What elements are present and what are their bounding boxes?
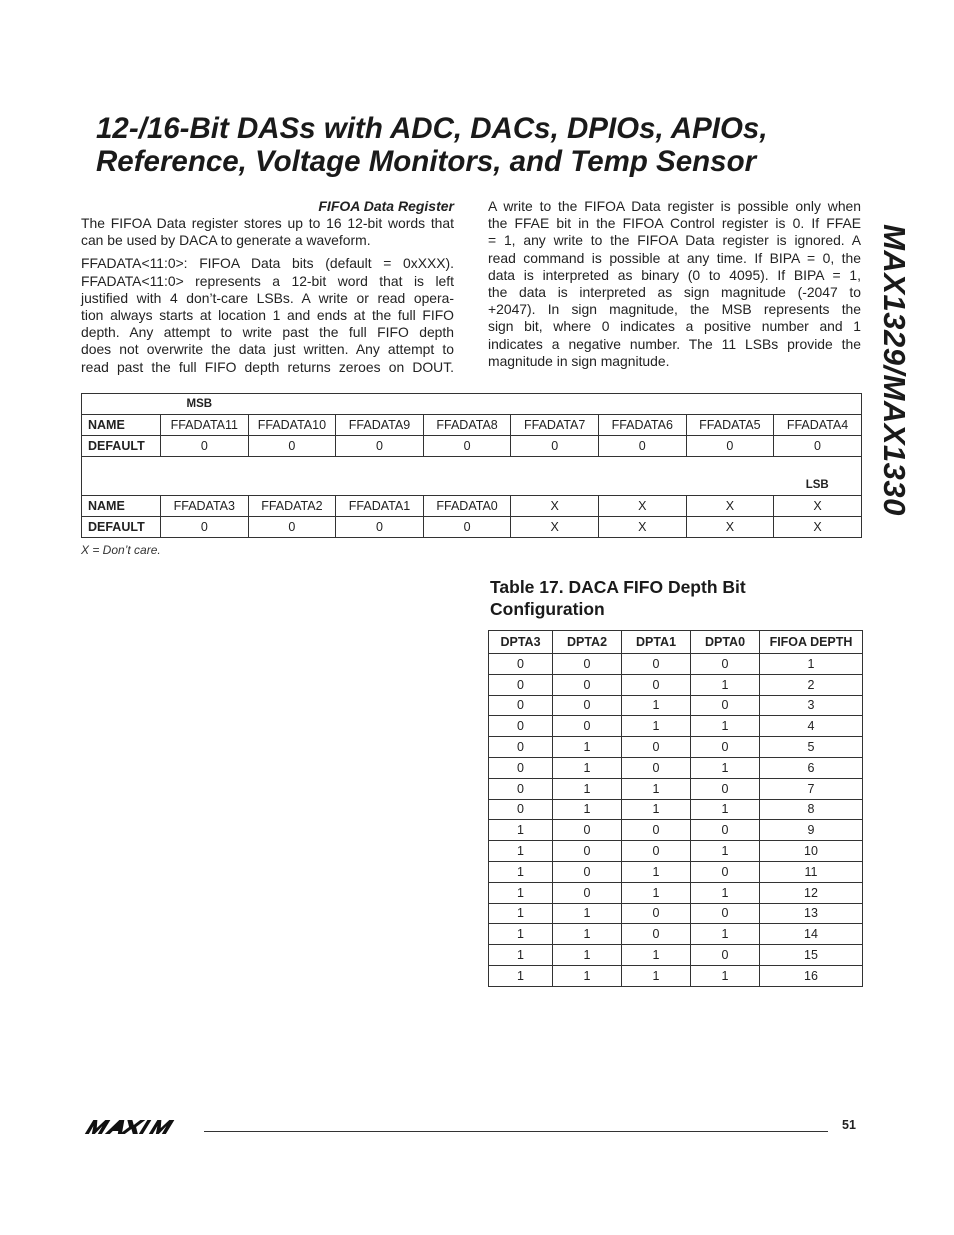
paragraph-line: tion always starts at location 1 and ends at the full FIFO bbox=[81, 307, 454, 324]
table-cell: 1 bbox=[489, 861, 553, 882]
paragraph-line: FFADATA<11:0> represents a 12-bit word that is left bbox=[81, 272, 454, 289]
default-label: DEFAULT bbox=[82, 517, 161, 538]
table-cell: 0 bbox=[553, 841, 622, 862]
paragraph-line: A write to the FIFOA Data register is possible only when bbox=[488, 198, 861, 214]
table-cell: 10 bbox=[760, 841, 863, 862]
bit-name-cell: FFADATA8 bbox=[423, 415, 511, 436]
bit-default-cell: 0 bbox=[598, 436, 686, 457]
table-cell: 0 bbox=[553, 820, 622, 841]
table-cell: 0 bbox=[489, 716, 553, 737]
table-cell: 0 bbox=[489, 737, 553, 758]
bit-default-cell: 0 bbox=[248, 436, 336, 457]
table-row bbox=[489, 882, 863, 903]
table-cell: 15 bbox=[760, 945, 863, 966]
column-header: DPTA3 bbox=[489, 631, 553, 654]
table-row bbox=[489, 716, 863, 737]
bit-name-cell: FFADATA9 bbox=[336, 415, 424, 436]
bit-name-cell: X bbox=[686, 496, 774, 517]
table-row bbox=[489, 695, 863, 716]
paragraph-line: read past the full FIFO depth returns zeroes on DOUT. bbox=[81, 358, 454, 375]
table-cell: 1 bbox=[691, 674, 760, 695]
column-header: DPTA2 bbox=[553, 631, 622, 654]
table-cell: 16 bbox=[760, 965, 863, 986]
paragraph-line: sign bit, where 0 indicates a positive number and 1 bbox=[488, 318, 861, 335]
name-label: NAME bbox=[82, 496, 161, 517]
table-cell: 0 bbox=[553, 674, 622, 695]
bit-name-cell: FFADATA4 bbox=[774, 415, 862, 436]
bit-default-cell: 0 bbox=[161, 436, 249, 457]
bit-name-cell: FFADATA0 bbox=[423, 496, 511, 517]
paragraph-line: does not overwrite the data just written. Any attempt to bbox=[81, 341, 454, 358]
table-cell: 1 bbox=[691, 757, 760, 778]
page-number: 51 bbox=[842, 1118, 856, 1132]
table-cell: 1 bbox=[622, 861, 691, 882]
table-cell: 0 bbox=[553, 695, 622, 716]
table-cell: 0 bbox=[622, 737, 691, 758]
bit-name-cell: X bbox=[598, 496, 686, 517]
table-cell: 0 bbox=[622, 674, 691, 695]
table-cell: 0 bbox=[622, 924, 691, 945]
bit-name-cell: FFADATA10 bbox=[248, 415, 336, 436]
table-row bbox=[489, 903, 863, 924]
dont-care-footnote: X = Don’t care. bbox=[81, 543, 161, 557]
paragraph-line: data is interpreted as binary (0 to 4095). If BIPA = 1, bbox=[488, 266, 861, 283]
table-cell: 0 bbox=[691, 654, 760, 675]
table-cell: 8 bbox=[760, 799, 863, 820]
msb-row bbox=[82, 394, 862, 415]
bit-default-cell: 0 bbox=[336, 436, 424, 457]
table-row bbox=[489, 841, 863, 862]
fifoa-data-register-subhead: FIFOA Data Register bbox=[318, 198, 454, 214]
table-cell: 1 bbox=[553, 799, 622, 820]
table-cell: 1 bbox=[622, 965, 691, 986]
fifoa-intro-paragraph: The FIFOA Data register stores up to 16 12-bit words that can be used by DACA to generate a waveform. bbox=[81, 215, 454, 249]
table-cell: 0 bbox=[622, 820, 691, 841]
bit-name-cell: X bbox=[774, 496, 862, 517]
table-cell: 1 bbox=[622, 945, 691, 966]
table-row bbox=[489, 654, 863, 675]
table-row bbox=[489, 965, 863, 986]
bit-name-cell: FFADATA5 bbox=[686, 415, 774, 436]
bit-default-cell: 0 bbox=[423, 436, 511, 457]
table-cell: 0 bbox=[622, 654, 691, 675]
table-cell: 0 bbox=[489, 757, 553, 778]
table-cell: 1 bbox=[489, 965, 553, 986]
paragraph-line: the data is interpreted as sign magnitude (-2047 to bbox=[488, 284, 861, 301]
table-cell: 0 bbox=[489, 799, 553, 820]
bit-default-cell: X bbox=[511, 517, 599, 538]
bit-name-cell: FFADATA3 bbox=[161, 496, 249, 517]
bit-default-cell: X bbox=[774, 517, 862, 538]
table-cell: 3 bbox=[760, 695, 863, 716]
table-cell: 1 bbox=[691, 882, 760, 903]
table-cell: 13 bbox=[760, 903, 863, 924]
table-cell: 0 bbox=[691, 945, 760, 966]
lower-name-row bbox=[82, 496, 862, 517]
column-header: DPTA0 bbox=[691, 631, 760, 654]
table-cell: 9 bbox=[760, 820, 863, 841]
table-cell: 0 bbox=[553, 861, 622, 882]
table-cell: 0 bbox=[691, 778, 760, 799]
table-cell: 5 bbox=[760, 737, 863, 758]
paragraph-line: FFADATA<11:0>: FIFOA Data bits (default = 0xXXX). bbox=[81, 255, 454, 272]
lower-default-row bbox=[82, 517, 862, 538]
ffadata-description-paragraph bbox=[81, 255, 454, 375]
paragraph-line: depth. Any attempt to write past the full FIFO depth bbox=[81, 324, 454, 341]
maxim-logo bbox=[84, 1118, 194, 1136]
table-cell: 1 bbox=[622, 695, 691, 716]
left-column bbox=[81, 198, 454, 382]
table-cell: 0 bbox=[553, 716, 622, 737]
bit-default-cell: 0 bbox=[248, 517, 336, 538]
table-cell: 1 bbox=[691, 716, 760, 737]
column-header: DPTA1 bbox=[622, 631, 691, 654]
table-cell: 1 bbox=[489, 924, 553, 945]
table-cell: 0 bbox=[691, 820, 760, 841]
table-row bbox=[489, 737, 863, 758]
table-cell: 0 bbox=[691, 861, 760, 882]
table-row bbox=[489, 820, 863, 841]
fifoa-write-paragraph bbox=[488, 198, 861, 370]
msb-label: MSB bbox=[161, 394, 249, 415]
table-cell: 1 bbox=[622, 716, 691, 737]
table-cell: 1 bbox=[553, 778, 622, 799]
fifo-depth-table bbox=[488, 630, 863, 987]
bit-default-cell: X bbox=[686, 517, 774, 538]
table-row bbox=[489, 924, 863, 945]
table-row bbox=[489, 778, 863, 799]
table-cell: 6 bbox=[760, 757, 863, 778]
table-cell: 1 bbox=[622, 799, 691, 820]
title-line-2: Reference, Voltage Monitors, and Temp Sensor bbox=[96, 145, 757, 178]
bit-default-cell: X bbox=[598, 517, 686, 538]
paragraph-last-line: magnitude in sign magnitude. bbox=[488, 352, 670, 369]
table-cell: 1 bbox=[553, 903, 622, 924]
side-part-number-text: MAX1329/MAX1330 bbox=[877, 224, 912, 516]
table-cell: 0 bbox=[553, 882, 622, 903]
table-cell: 1 bbox=[489, 945, 553, 966]
table-cell: 1 bbox=[760, 654, 863, 675]
column-header: FIFOA DEPTH bbox=[760, 631, 863, 654]
title-line-1: 12-/16-Bit DASs with ADC, DACs, DPIOs, APIOs, bbox=[96, 112, 768, 145]
table-cell: 1 bbox=[489, 882, 553, 903]
paragraph-line: the FFAE bit in the FIFOA Control register is 0. If FFAE bbox=[488, 215, 861, 232]
table-cell: 7 bbox=[760, 778, 863, 799]
upper-name-row bbox=[82, 415, 862, 436]
table-cell: 0 bbox=[622, 903, 691, 924]
bit-name-cell: X bbox=[511, 496, 599, 517]
table-header-row bbox=[489, 631, 863, 654]
paragraph-line: read command is possible at any time. If BIPA = 0, the bbox=[488, 249, 861, 266]
table-cell: 0 bbox=[489, 695, 553, 716]
bit-name-cell: FFADATA1 bbox=[336, 496, 424, 517]
table-cell: 1 bbox=[622, 778, 691, 799]
table-cell: 1 bbox=[553, 737, 622, 758]
table-row bbox=[489, 799, 863, 820]
bit-default-cell: 0 bbox=[161, 517, 249, 538]
table-cell: 0 bbox=[691, 695, 760, 716]
table-cell: 0 bbox=[489, 674, 553, 695]
spacer-row bbox=[82, 457, 862, 476]
table-cell: 12 bbox=[760, 882, 863, 903]
table-cell: 1 bbox=[489, 841, 553, 862]
table-cell: 0 bbox=[489, 778, 553, 799]
bit-name-cell: FFADATA2 bbox=[248, 496, 336, 517]
table-cell: 0 bbox=[553, 654, 622, 675]
paragraph-line: justified with 4 don’t-care LSBs. A write or read opera- bbox=[81, 289, 454, 306]
bit-name-cell: FFADATA6 bbox=[598, 415, 686, 436]
lsb-row bbox=[82, 475, 862, 496]
table-cell: 4 bbox=[760, 716, 863, 737]
side-part-number-label bbox=[872, 205, 916, 535]
table-cell: 1 bbox=[691, 841, 760, 862]
table-cell: 1 bbox=[553, 945, 622, 966]
table-cell: 0 bbox=[489, 654, 553, 675]
paragraph-line: +2047). In sign magnitude, the MSB represents the bbox=[488, 301, 861, 318]
table-row bbox=[489, 861, 863, 882]
table-cell: 1 bbox=[553, 924, 622, 945]
page-title bbox=[96, 112, 876, 178]
paragraph-line: indicates a negative number. The 11 LSBs provide the bbox=[488, 335, 861, 352]
table-cell: 1 bbox=[553, 757, 622, 778]
footer-rule bbox=[204, 1131, 828, 1132]
name-label: NAME bbox=[82, 415, 161, 436]
table-cell: 0 bbox=[622, 757, 691, 778]
bit-default-cell: 0 bbox=[336, 517, 424, 538]
table-cell: 11 bbox=[760, 861, 863, 882]
bit-name-cell: FFADATA11 bbox=[161, 415, 249, 436]
table-cell: 1 bbox=[691, 799, 760, 820]
bit-default-cell: 0 bbox=[686, 436, 774, 457]
table-row bbox=[489, 674, 863, 695]
right-column bbox=[488, 198, 861, 376]
table-cell: 1 bbox=[622, 882, 691, 903]
table-row bbox=[489, 757, 863, 778]
table-cell: 1 bbox=[489, 820, 553, 841]
table-cell: 1 bbox=[489, 903, 553, 924]
table-cell: 1 bbox=[553, 965, 622, 986]
table17-title: Table 17. DACA FIFO Depth Bit Configuration bbox=[490, 577, 746, 619]
lsb-label: LSB bbox=[774, 475, 862, 496]
table-cell: 2 bbox=[760, 674, 863, 695]
table-cell: 1 bbox=[691, 965, 760, 986]
bit-default-cell: 0 bbox=[511, 436, 599, 457]
bit-default-cell: 0 bbox=[423, 517, 511, 538]
table-cell: 0 bbox=[691, 903, 760, 924]
default-label: DEFAULT bbox=[82, 436, 161, 457]
table-cell: 0 bbox=[691, 737, 760, 758]
table-cell: 1 bbox=[691, 924, 760, 945]
upper-default-row bbox=[82, 436, 862, 457]
bit-default-cell: 0 bbox=[774, 436, 862, 457]
fifoa-data-register-table bbox=[81, 393, 862, 538]
bit-name-cell: FFADATA7 bbox=[511, 415, 599, 436]
paragraph-line: = 1, any write to the FIFOA Data register is ignored. A bbox=[488, 232, 861, 249]
table-cell: 0 bbox=[622, 841, 691, 862]
table-row bbox=[489, 945, 863, 966]
table-cell: 14 bbox=[760, 924, 863, 945]
